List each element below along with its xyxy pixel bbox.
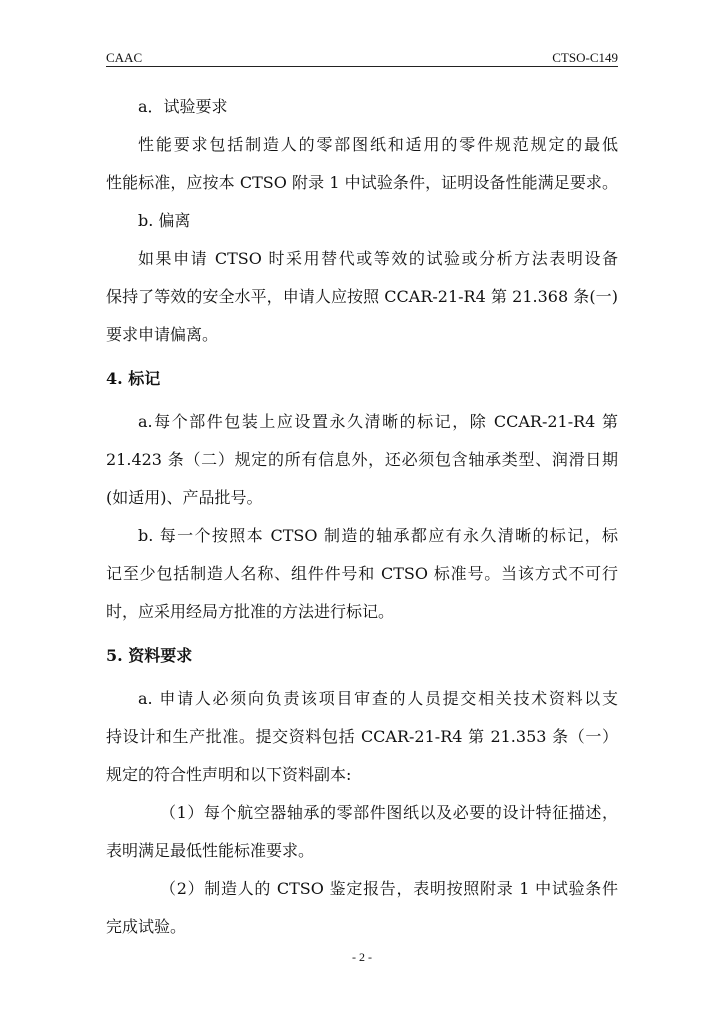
paragraph-line: 持设计和生产批准。提交资料包括 CCAR-21-R4 第 21.353 条（一） [106, 727, 618, 746]
header-rule [106, 66, 618, 67]
list-item-line: 表明满足最低性能标准要求。 [106, 841, 315, 860]
paragraph-line: a. 申请人必须向负责该项目审查的人员提交相关技术资料以支 [138, 689, 618, 708]
paragraph-line: (如适用)、产品批号。 [106, 488, 263, 507]
paragraph-line: 记至少包括制造人名称、组件件号和 CTSO 标准号。当该方式不可行 [106, 564, 618, 583]
paragraph-line: a.每个部件包装上应设置永久清晰的标记，除 CCAR-21-R4 第 [138, 412, 618, 431]
list-item-line: （1）每个航空器轴承的零部件图纸以及必要的设计特征描述， [160, 803, 618, 822]
paragraph-line: 21.423 条（二）规定的所有信息外，还必须包含轴承类型、润滑日期 [106, 450, 618, 469]
header-left: CAAC [106, 50, 143, 65]
page-header [106, 46, 618, 66]
header-right: CTSO-C149 [552, 50, 618, 65]
section-heading-data-requirements: 5. 资料要求 [106, 646, 193, 665]
paragraph-line: 规定的符合性声明和以下资料副本: [106, 765, 352, 784]
paragraph-line: 时，应采用经局方批准的方法进行标记。 [106, 602, 395, 621]
paragraph-line: 如果申请 CTSO 时采用替代或等效的试验或分析方法表明设备 [138, 249, 618, 268]
list-item-line: （2）制造人的 CTSO 鉴定报告，表明按照附录 1 中试验条件 [160, 879, 618, 898]
subheading-deviation: b. 偏离 [138, 211, 191, 230]
paragraph-line: 性能要求包括制造人的零部图纸和适用的零件规范规定的最低 [138, 135, 618, 154]
list-item-line: 完成试验。 [106, 917, 187, 936]
page-number: - 2 - [352, 950, 372, 964]
paragraph-line: b. 每一个按照本 CTSO 制造的轴承都应有永久清晰的标记，标 [138, 526, 618, 545]
subheading-test-requirements: a．试验要求 [138, 97, 228, 116]
section-heading-marking: 4. 标记 [106, 369, 161, 388]
paragraph-line: 性能标准，应按本 CTSO 附录 1 中试验条件，证明设备性能满足要求。 [106, 173, 618, 192]
paragraph-line: 要求申请偏离。 [106, 325, 219, 344]
paragraph-line: 保持了等效的安全水平，申请人应按照 CCAR-21-R4 第 21.368 条(一) [106, 287, 618, 306]
